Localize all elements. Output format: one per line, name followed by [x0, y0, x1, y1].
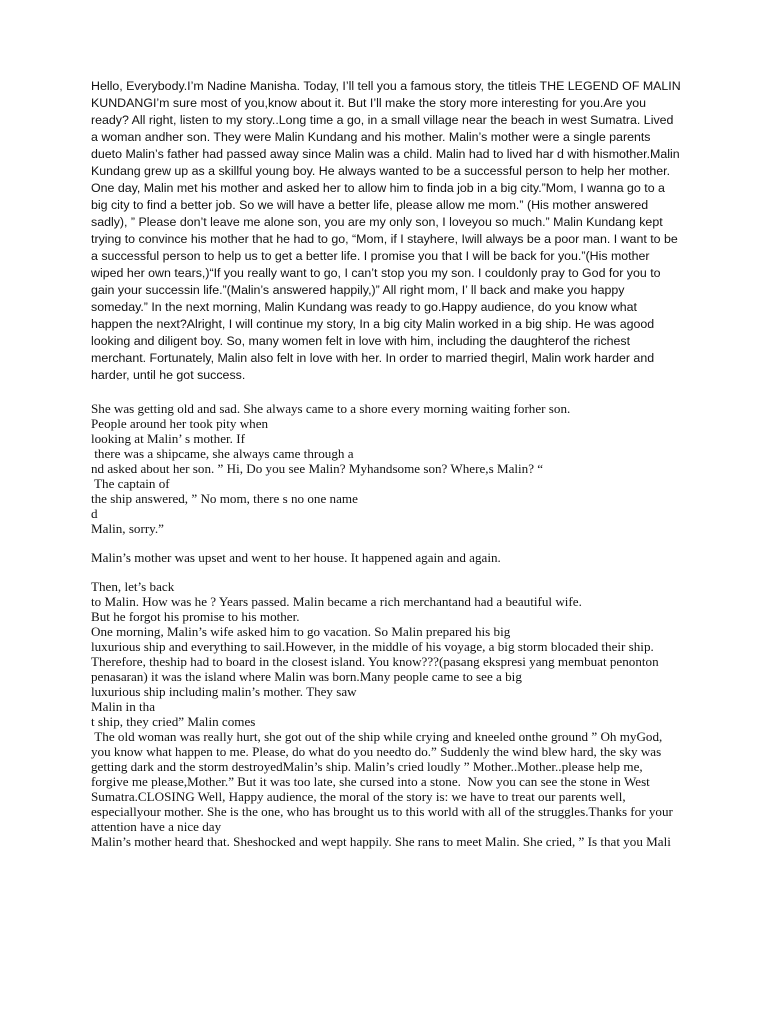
text-line: t ship, they cried” Malin comes — [91, 714, 256, 729]
text-paragraph: luxurious ship and everything to sail.However, in the middle of his voyage, a big storm blocaded their ship. Therefore, theship had to board in the closest island. You know???(pasang ekspresi yang membuat penonton penasaran) it was the island where Malin was born.Many people came to see a big — [91, 639, 659, 684]
text-line: The captain of — [91, 476, 170, 491]
text-paragraph: Malin’s mother heard that. Sheshocked and wept happily. She rans to meet Malin. She cried, ” Is that you Mali — [91, 834, 671, 849]
text-line: Malin in tha — [91, 699, 156, 714]
text-line: looking at Malin’ s mother. If — [91, 431, 245, 446]
text-line: She was getting old and sad. She always came to a shore every morning waiting forher son. — [91, 401, 571, 416]
text-paragraph: The old woman was really hurt, she got out of the ship while crying and kneeled onthe ground ” Oh myGod, you know what happen to me. Please, do what do you needto do.” Suddenly the wind blew hard, the sky was getting dark and the storm destroyedMalin’s ship. Malin’s cried loudly ” Mother..Mother..please help me, forgive me please,Mother.” But it was too late, she cursed into a stone. Now you can see the stone in West Sumatra.CLOSING Well, Happy audience, the moral of the story is: we have to treat our parents well, especiallyour mother. She is the one, who has brought us to this world with all of the struggles.Thanks for your attention have a nice day — [91, 729, 677, 834]
intro-paragraph: Hello, Everybody.I’m Nadine Manisha. Today, I’ll tell you a famous story, the titleis THE LEGEND OF MALIN KUNDANGI’m sure most of you,know about it. But I’ll make the story more interesting for you.Are you ready? All right, listen to my story..Long time a go, in a small village near the beach in west Sumatra. Lived a woman andher son. They were Malin Kundang and his mother. Malin’s mother were a single parents dueto Malin’s father had passed away since Malin was a child. Malin had to lived har d with hismother.Malin Kundang grew up as a skillful young boy. He always wanted to be a successful person to help her mother. One day, Malin met his mother and asked her to allow him to finda job in a big city.”Mom, I wanna go to a big city to find a better job. So we will have a better life, please allow me mom.” (His mother answered sadly), ” Please don’t leave me alone son, you are my only son, I loveyou so much.” Malin Kundang kept trying to convince his mother that he had to go, “Mom, if I stayhere, Iwill always be a poor man. I want to be a successful person to help us to get a better life. I promise you that I will be back for you.”(His mother wiped her own tears,)“If you really want to go, I can’t stop you my son. I couldonly pray to God for you to gain your successin life.”(Malin’s answered happily,)” All right mom, I’ ll back and make you happy someday.” In the next morning, Malin Kundang was ready to go.Happy audience, do you know what happen the next?Alright, I will continue my story, In a big city Malin worked in a big ship. He was agood looking and diligent boy. So, many women felt in love with him, including the daughterof the richest merchant. Fortunately, Malin also felt in love with her. In order to married thegirl, Malin work harder and harder, until he got success. — [91, 79, 681, 382]
text-line: Then, let’s back — [91, 579, 175, 594]
text-line: But he forgot his promise to his mother. — [91, 609, 300, 624]
text-line: One morning, Malin’s wife asked him to go vacation. So Malin prepared his big — [91, 624, 511, 639]
text-line: nd asked about her son. ” Hi, Do you see Malin? Myhandsome son? Where,s Malin? “ — [91, 461, 544, 476]
text-line: Malin’s mother was upset and went to her house. It happened again and again. — [91, 550, 501, 565]
text-line: Malin, sorry.” — [91, 521, 164, 536]
text-line: People around her took pity when — [91, 416, 269, 431]
text-line: luxurious ship including malin’s mother. They saw — [91, 684, 357, 699]
document-page — [91, 78, 681, 849]
text-line: there was a shipcame, she always came through a — [91, 446, 354, 461]
text-line: to Malin. How was he ? Years passed. Malin became a rich merchantand had a beautiful wife. — [91, 594, 582, 609]
text-line: d — [91, 506, 98, 521]
story-body — [91, 401, 681, 849]
text-line: the ship answered, ” No mom, there s no one name — [91, 491, 358, 506]
